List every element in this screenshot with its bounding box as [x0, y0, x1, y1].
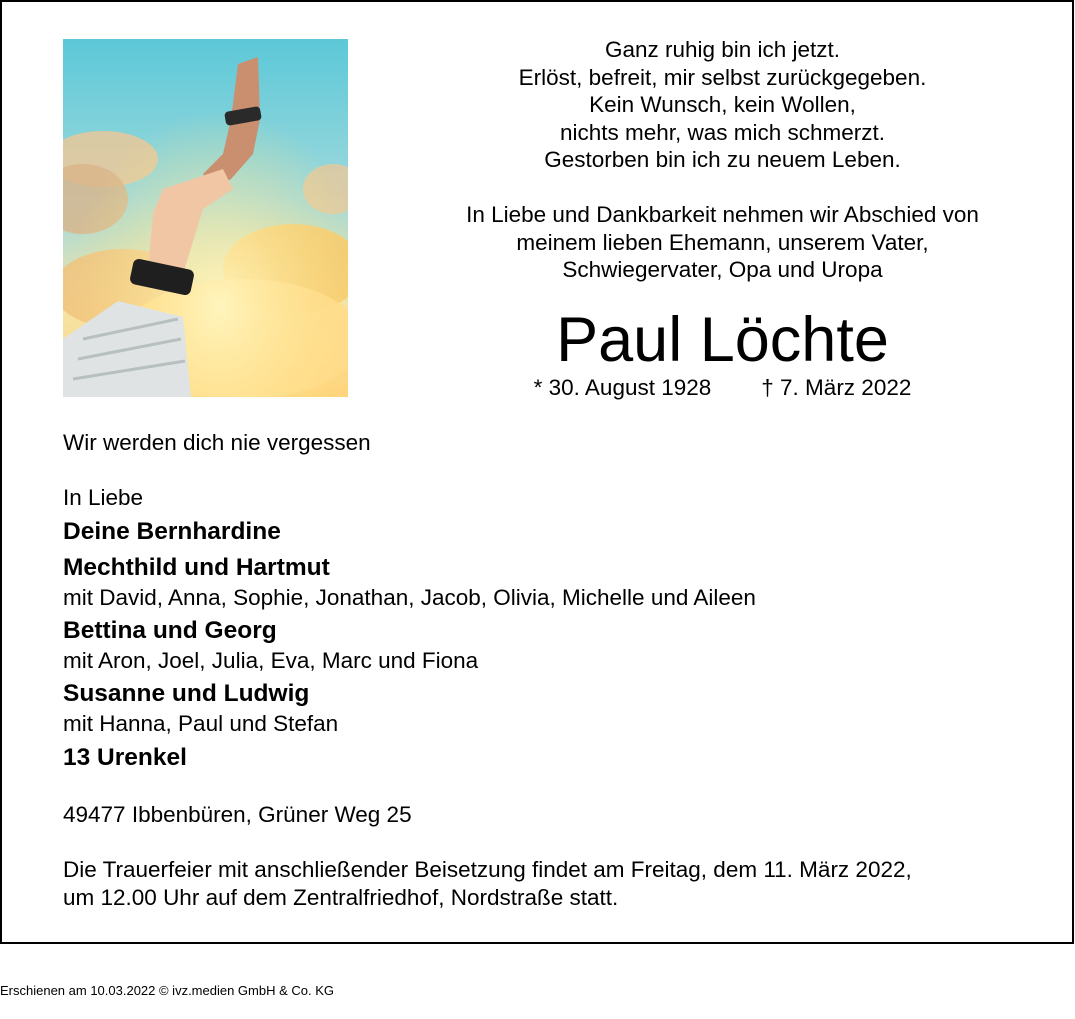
poem-line: Gestorben bin ich zu neuem Leben.	[544, 147, 901, 173]
birth-date: * 30. August 1928	[533, 375, 712, 400]
ceremony-line: Die Trauerfeier mit anschließender Beisetzung findet am Freitag, dem 11. März 2022,	[63, 857, 912, 882]
hands-sky-photo	[63, 39, 348, 397]
deceased-name: Paul Löchte	[556, 305, 889, 375]
mourner-children: mit Hanna, Paul und Stefan	[63, 711, 339, 736]
closing-line: Wir werden dich nie vergessen	[63, 430, 371, 455]
life-dates	[400, 374, 1045, 402]
mourner-spouse: Deine Bernhardine	[63, 518, 281, 545]
mourner-family: Mechthild und Hartmut	[63, 554, 330, 581]
in-love-line: In Liebe	[63, 485, 144, 510]
mourner-family: Susanne und Ludwig	[63, 680, 310, 707]
intro-line: In Liebe und Dankbarkeit nehmen wir Abschied von	[466, 202, 979, 227]
intro-line: meinem lieben Ehemann, unserem Vater,	[516, 229, 929, 255]
ceremony-line: um 12.00 Uhr auf dem Zentralfriedhof, Nordstraße statt.	[63, 885, 619, 910]
publication-footer: Erschienen am 10.03.2022 © ivz.medien GmbH & Co. KG	[0, 983, 335, 998]
mourner-children: mit Aron, Joel, Julia, Eva, Marc und Fiona	[63, 648, 479, 673]
poem-line: Erlöst, befreit, mir selbst zurückgegeben.	[518, 64, 927, 90]
intro-line: Schwiegervater, Opa und Uropa	[562, 257, 883, 283]
poem-line: Ganz ruhig bin ich jetzt.	[604, 37, 841, 62]
address: 49477 Ibbenbüren, Grüner Weg 25	[63, 802, 412, 827]
poem-line: Kein Wunsch, kein Wollen,	[589, 92, 856, 118]
great-grandchildren: 13 Urenkel	[63, 744, 187, 771]
poem-line: nichts mehr, was mich schmerzt.	[559, 119, 886, 145]
poem	[400, 36, 1045, 174]
death-date: † 7. März 2022	[761, 375, 912, 400]
mourner-family: Bettina und Georg	[63, 617, 277, 644]
farewell-intro	[400, 201, 1045, 284]
mourner-children: mit David, Anna, Sophie, Jonathan, Jacob, Olivia, Michelle und Aileen	[63, 585, 756, 610]
